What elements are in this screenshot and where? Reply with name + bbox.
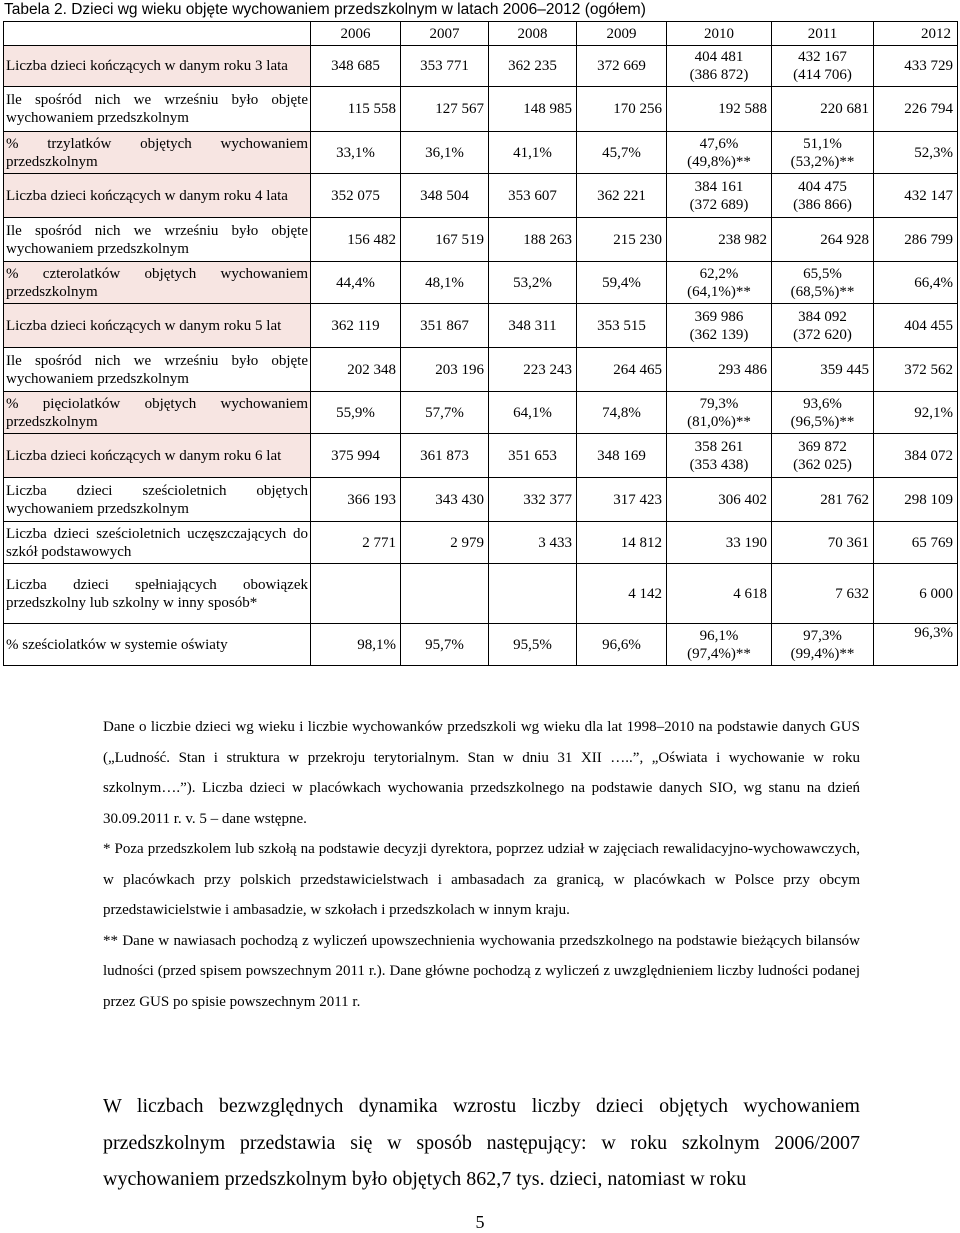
- table-cell: 404 455: [874, 304, 958, 348]
- table-cell: 45,7%: [577, 132, 667, 174]
- row-label: Liczba dzieci sześcioletnich uczęszczających do szkół podstawowych: [4, 522, 311, 564]
- table-cell: 70 361: [772, 522, 874, 564]
- table-cell: [772, 262, 874, 304]
- table-cell: 203 196: [401, 348, 489, 392]
- header-year: 2010: [667, 22, 772, 46]
- cell-main-value: 62,2%: [699, 265, 739, 282]
- table-cell: 372 669: [577, 46, 667, 87]
- table-cell: 306 402: [667, 478, 772, 522]
- table-cell: 372 562: [874, 348, 958, 392]
- table-cell: 44,4%: [311, 262, 401, 304]
- table-cell: 366 193: [311, 478, 401, 522]
- table-cell: [667, 304, 772, 348]
- body-paragraph: W liczbach bezwzględnych dynamika wzrostu liczby dzieci objętych wychowaniem przedszkolnym przedstawia się w sposób następujący: w roku szkolnym 2006/2007 wychowaniem przedszkolnym było objętych 862,7 tys. dzieci, natomiast w roku: [103, 1095, 860, 1190]
- table-cell: [772, 434, 874, 478]
- table-row: [4, 434, 958, 478]
- table-cell: 353 515: [577, 304, 667, 348]
- table-cell: 298 109: [874, 478, 958, 522]
- table-cell: 148 985: [489, 87, 577, 132]
- cell-bracket-value: (68,5%)**: [790, 283, 855, 300]
- table-notes: [103, 712, 860, 1017]
- table-cell: 362 119: [311, 304, 401, 348]
- table-cell: 14 812: [577, 522, 667, 564]
- table-cell: [772, 46, 874, 87]
- header-year: 2007: [401, 22, 489, 46]
- table-cell: [772, 132, 874, 174]
- table-cell: 353 607: [489, 174, 577, 218]
- cell-main-value: 79,3%: [699, 395, 739, 412]
- table-cell: 92,1%: [874, 392, 958, 434]
- cell-main-value: 384 161: [694, 178, 744, 195]
- table-cell: 55,9%: [311, 392, 401, 434]
- table-cell: [772, 304, 874, 348]
- table-cell: 220 681: [772, 87, 874, 132]
- table-cell: 74,8%: [577, 392, 667, 434]
- table-cell: 192 588: [667, 87, 772, 132]
- table-row: [4, 478, 958, 522]
- table-caption: Tabela 2. Dzieci wg wieku objęte wychowaniem przedszkolnym w latach 2006–2012 (ogółem): [4, 1, 646, 18]
- cell-bracket-value: (362 025): [793, 456, 852, 473]
- table-cell: 352 075: [311, 174, 401, 218]
- table-cell: 215 230: [577, 218, 667, 262]
- cell-bracket-value: (99,4%)**: [790, 645, 855, 662]
- table-row: [4, 174, 958, 218]
- cell-main-value: 404 481: [694, 49, 744, 65]
- cell-main-value: 432 167: [798, 49, 847, 65]
- table-cell: [667, 46, 772, 87]
- cell-bracket-value: (53,2%)**: [790, 153, 855, 170]
- table-cell: [667, 174, 772, 218]
- table-cell: 286 799: [874, 218, 958, 262]
- table-cell: [667, 624, 772, 666]
- statistics-table: [3, 21, 958, 666]
- table-cell: 33 190: [667, 522, 772, 564]
- table-cell: 48,1%: [401, 262, 489, 304]
- cell-bracket-value: (372 689): [689, 196, 749, 213]
- header-year: 2011: [772, 22, 874, 46]
- table-cell: 353 771: [401, 46, 489, 87]
- table-row: [4, 218, 958, 262]
- table-cell: [772, 174, 874, 218]
- table-row: [4, 522, 958, 564]
- table-cell: [667, 262, 772, 304]
- cell-bracket-value: (353 438): [689, 456, 749, 473]
- cell-bracket-value: (362 139): [689, 326, 749, 343]
- table-row: [4, 348, 958, 392]
- table-row: [4, 132, 958, 174]
- table-cell: 36,1%: [401, 132, 489, 174]
- row-label: Liczba dzieci kończących w danym roku 5 lat: [4, 304, 311, 348]
- table-cell: 52,3%: [874, 132, 958, 174]
- cell-bracket-value: (386 866): [793, 196, 852, 213]
- cell-bracket-value: (386 872): [689, 67, 749, 83]
- table-cell: 57,7%: [401, 392, 489, 434]
- row-label: Liczba dzieci sześcioletnich objętych wychowaniem przedszkolnym: [4, 478, 311, 522]
- table-cell: 264 465: [577, 348, 667, 392]
- table-cell: 293 486: [667, 348, 772, 392]
- table-cell: [667, 392, 772, 434]
- table-row: [4, 262, 958, 304]
- table-row: [4, 624, 958, 666]
- row-label: % pięciolatków objętych wychowaniem przedszkolnym: [4, 392, 311, 434]
- cell-bracket-value: (96,5%)**: [790, 413, 855, 430]
- header-year: 2009: [577, 22, 667, 46]
- table-cell: [772, 392, 874, 434]
- table-cell: 167 519: [401, 218, 489, 262]
- table-cell: 264 928: [772, 218, 874, 262]
- cell-main-value: 65,5%: [803, 265, 842, 282]
- table-cell: 432 147: [874, 174, 958, 218]
- table-cell: [667, 132, 772, 174]
- table-cell: 281 762: [772, 478, 874, 522]
- row-label: % trzylatków objętych wychowaniem przedszkolnym: [4, 132, 311, 174]
- table-cell: 4 618: [667, 564, 772, 624]
- table-row: [4, 304, 958, 348]
- table-cell: 41,1%: [489, 132, 577, 174]
- table-cell: 59,4%: [577, 262, 667, 304]
- table-row: [4, 46, 958, 87]
- table-cell: 348 504: [401, 174, 489, 218]
- table-cell: [772, 624, 874, 666]
- row-label: Liczba dzieci kończących w danym roku 6 lat: [4, 434, 311, 478]
- table-cell: 343 430: [401, 478, 489, 522]
- statistics-table-wrapper: [3, 21, 958, 666]
- table-cell: 96,6%: [577, 624, 667, 666]
- table-cell: 65 769: [874, 522, 958, 564]
- page-number: 5: [475, 1212, 485, 1232]
- table-cell: 375 994: [311, 434, 401, 478]
- table-cell: 3 433: [489, 522, 577, 564]
- table-cell: 95,7%: [401, 624, 489, 666]
- table-row: [4, 87, 958, 132]
- source-note: Dane o liczbie dzieci wg wieku i liczbie wychowanków przedszkoli wg wieku dla lat 1998–2010 na podstawie danych GUS („Ludność. Stan i struktura w przekroju terytorialnym. Stan w dniu 31 XII …..”, „Oświata i wychowanie w roku szkolnym….”). Liczba dzieci w placówkach wychowania przedszkolnego na podstawie danych SIO, wg stanu na dzień 30.09.2011 r. v. 5 – dane wstępne.: [103, 719, 860, 827]
- table-cell: 226 794: [874, 87, 958, 132]
- row-label: Ile spośród nich we wrześniu było objęte wychowaniem przedszkolnym: [4, 218, 311, 262]
- table-cell: 96,3%: [874, 624, 958, 666]
- table-cell: 351 653: [489, 434, 577, 478]
- table-cell: 433 729: [874, 46, 958, 87]
- table-cell: [401, 564, 489, 624]
- footnote-double-asterisk: ** Dane w nawiasach pochodzą z wyliczeń upowszechnienia wychowania przedszkolnego na podstawie bieżących bilansów ludności (przed spisem powszechnym 2011 r.). Dane główne pochodzą z wyliczeń z uwzględnieniem liczby ludności podanej przez GUS po spisie powszechnym 2011 r.: [103, 932, 860, 1010]
- header-year: 2012: [874, 22, 958, 46]
- table-cell: 127 567: [401, 87, 489, 132]
- cell-main-value: 384 092: [798, 308, 847, 325]
- cell-main-value: 369 986: [694, 308, 744, 325]
- table-row: [4, 564, 958, 624]
- table-cell: 170 256: [577, 87, 667, 132]
- table-cell: 4 142: [577, 564, 667, 624]
- table-cell: 33,1%: [311, 132, 401, 174]
- row-label: Liczba dzieci kończących w danym roku 4 lata: [4, 174, 311, 218]
- cell-bracket-value: (414 706): [793, 67, 852, 83]
- row-label: Liczba dzieci spełniających obowiązek przedszkolny lub szkolny w inny sposób*: [4, 564, 311, 624]
- body-paragraph-wrapper: [103, 1088, 860, 1198]
- cell-main-value: 97,3%: [803, 627, 842, 644]
- cell-main-value: 96,1%: [699, 627, 739, 644]
- table-cell: 115 558: [311, 87, 401, 132]
- table-cell: 202 348: [311, 348, 401, 392]
- table-cell: 53,2%: [489, 262, 577, 304]
- cell-main-value: 93,6%: [803, 395, 842, 412]
- table-cell: 362 221: [577, 174, 667, 218]
- cell-bracket-value: (97,4%)**: [687, 645, 751, 662]
- table-cell: 359 445: [772, 348, 874, 392]
- table-cell: 98,1%: [311, 624, 401, 666]
- table-cell: 348 685: [311, 46, 401, 87]
- row-label: Ile spośród nich we wrześniu było objęte wychowaniem przedszkolnym: [4, 348, 311, 392]
- cell-bracket-value: (81,0%)**: [687, 413, 751, 430]
- table-cell: 6 000: [874, 564, 958, 624]
- table-cell: 95,5%: [489, 624, 577, 666]
- row-label: Ile spośród nich we wrześniu było objęte wychowaniem przedszkolnym: [4, 87, 311, 132]
- table-cell: 64,1%: [489, 392, 577, 434]
- table-cell: 156 482: [311, 218, 401, 262]
- row-label: % sześciolatków w systemie oświaty: [4, 624, 311, 666]
- table-cell: 7 632: [772, 564, 874, 624]
- header-empty-cell: [4, 22, 311, 46]
- header-year: 2008: [489, 22, 577, 46]
- table-cell: 348 311: [489, 304, 577, 348]
- table-cell: 384 072: [874, 434, 958, 478]
- cell-main-value: 47,6%: [699, 135, 739, 152]
- table-cell: 238 982: [667, 218, 772, 262]
- table-cell: 66,4%: [874, 262, 958, 304]
- table-cell: 351 867: [401, 304, 489, 348]
- table-cell: 317 423: [577, 478, 667, 522]
- table-cell: 2 771: [311, 522, 401, 564]
- row-label: Liczba dzieci kończących w danym roku 3 lata: [4, 46, 311, 87]
- table-cell: [311, 564, 401, 624]
- table-cell: 223 243: [489, 348, 577, 392]
- table-cell: 2 979: [401, 522, 489, 564]
- cell-main-value: 404 475: [798, 178, 847, 195]
- table-cell: 348 169: [577, 434, 667, 478]
- table-header-row: [4, 22, 958, 46]
- table-cell: [667, 434, 772, 478]
- table-cell: 188 263: [489, 218, 577, 262]
- cell-bracket-value: (64,1%)**: [687, 283, 751, 300]
- table-cell: [489, 564, 577, 624]
- cell-main-value: 358 261: [694, 438, 744, 455]
- cell-main-value: 51,1%: [803, 135, 842, 152]
- header-year: 2006: [311, 22, 401, 46]
- table-cell: 361 873: [401, 434, 489, 478]
- footnote-asterisk: * Poza przedszkolem lub szkołą na podstawie decyzji dyrektora, poprzez udział w zajęciach rewalidacyjno-wychowawczych, w placówkach przy polskich przedstawicielstwach i ambasadach za granicą, w placówkach w Polsce przy obcym przedstawicielstwie i ambasadzie, w szkołach i przedszkolach w innym kraju.: [103, 841, 860, 918]
- table-cell: 362 235: [489, 46, 577, 87]
- table-cell: 332 377: [489, 478, 577, 522]
- row-label: % czterolatków objętych wychowaniem przedszkolnym: [4, 262, 311, 304]
- cell-bracket-value: (49,8%)**: [687, 153, 751, 170]
- cell-bracket-value: (372 620): [793, 326, 852, 343]
- table-row: [4, 392, 958, 434]
- cell-main-value: 369 872: [798, 438, 847, 455]
